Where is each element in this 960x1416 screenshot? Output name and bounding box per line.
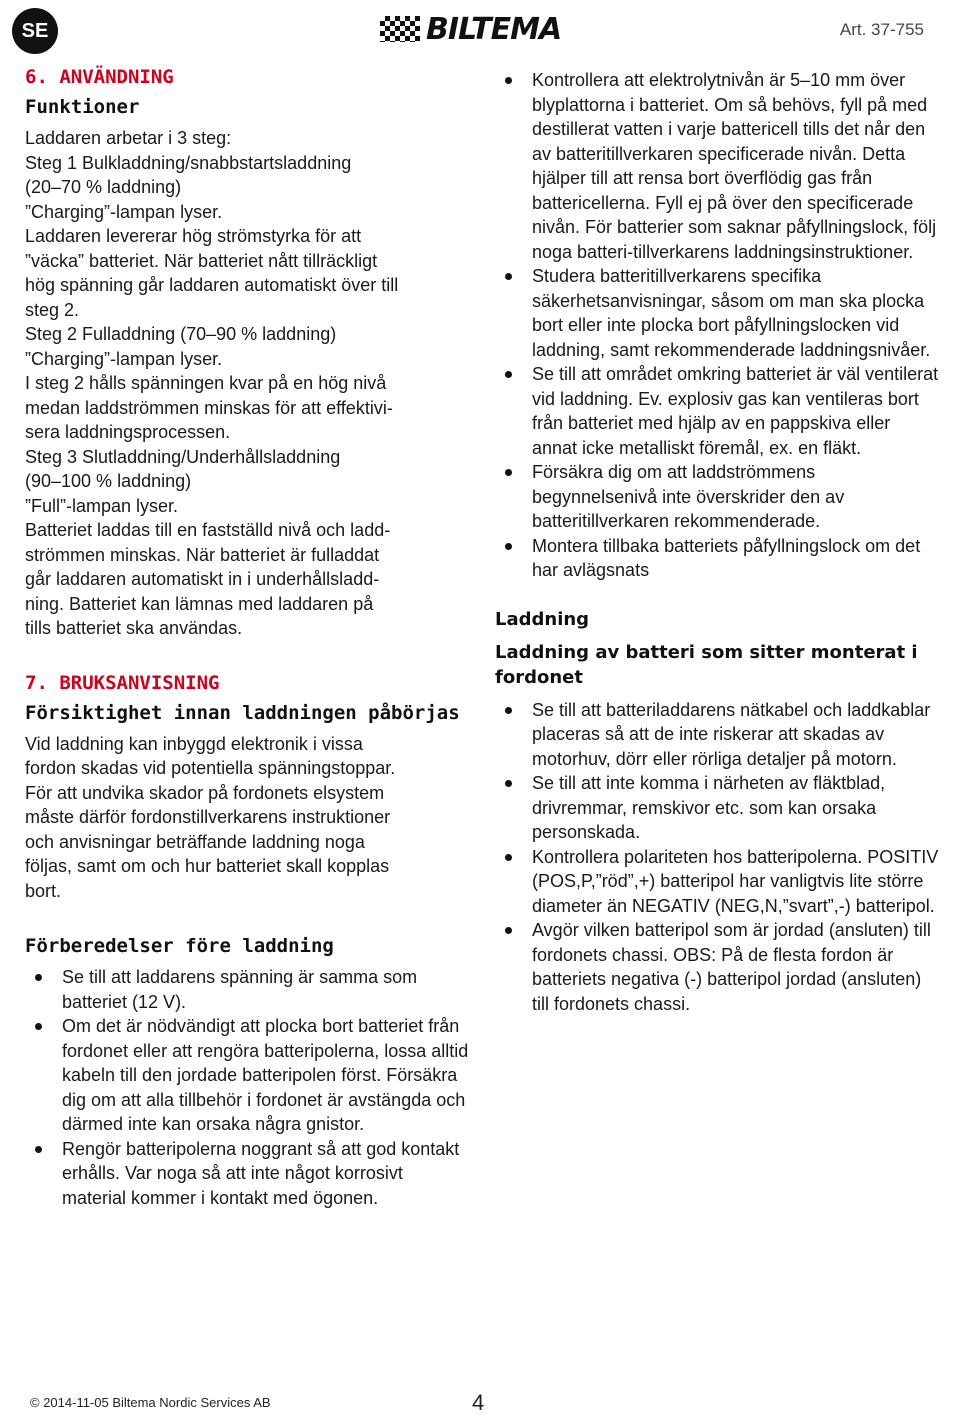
list-item: Se till att batteriladdarens nätkabel och laddkablar placeras så att de inte riskerar att skadas av motorhuv, dörr eller rörliga detaljer på motorn. bbox=[495, 698, 940, 772]
text-line: Batteriet laddas till en fastställd nivå och ladd- bbox=[25, 520, 391, 540]
list-item: Se till att laddarens spänning är samma som batteriet (12 V). bbox=[25, 965, 470, 1014]
paragraph-step-2 bbox=[25, 322, 470, 445]
text-line: ”Full”-lampan lyser. bbox=[25, 495, 179, 516]
mounted-battery-list bbox=[495, 698, 940, 1017]
list-item: Se till att området omkring batteriet är väl ventilerat vid laddning. Ev. explosiv gas kan ventileras bort från batteriet med hjälp av en pappskiva eller annat icke metalliskt föremål, ex. en fläkt. bbox=[495, 362, 940, 460]
page-number: 4 bbox=[472, 1390, 485, 1415]
text-line: Steg 2 Fulladdning (70–90 % laddning) bbox=[25, 324, 337, 344]
text-line: Steg 1 Bulkladdning/snabbstartsladdning bbox=[25, 152, 352, 173]
text-line: Vid laddning kan inbyggd elektronik i vissa bbox=[25, 733, 363, 754]
list-item: Kontrollera att elektrolytnivån är 5–10 mm över blyplattorna i batteriet. Om så behövs, fyll på med destillerat vatten i varje battericell tills det når den av batteritillverkaren specificerade nivån. Detta hjälper till att rensa bort överflödig gas från battericellerna. Fyll ej på över den specificerade nivån. För batterier som saknar påfyllningslock, följ noga batteri-tillverkarens laddningsinstruktioner. bbox=[495, 68, 940, 264]
text-line: ”Charging”-lampan lyser. bbox=[25, 201, 223, 222]
funktioner-heading: Funktioner bbox=[25, 96, 140, 118]
language-badge: SE bbox=[12, 8, 58, 54]
text-line: medan laddströmmen minskas för att effektivi- bbox=[25, 397, 393, 418]
list-item: Se till att inte komma i närheten av fläktblad, drivremmar, remskivor etc. som kan orsaka personskada. bbox=[495, 771, 940, 845]
precaution-heading: Försiktighet innan laddningen påbörjas bbox=[25, 701, 460, 724]
page-header bbox=[0, 0, 960, 62]
preparation-list bbox=[25, 965, 470, 1210]
mounted-battery-heading: Laddning av batteri som sitter monterat i fordonet bbox=[495, 641, 918, 688]
paragraph-precaution bbox=[25, 732, 470, 904]
section-6-title: 6. ANVÄNDNING bbox=[25, 66, 174, 88]
text-line: (20–70 % laddning) bbox=[25, 177, 182, 197]
laddning-heading: Laddning bbox=[495, 608, 590, 630]
list-item: Avgör vilken batteripol som är jordad (ansluten) till fordonets chassi. OBS: På de flesta fordon är batteriets negativa (-) batteripol jordad (ansluten) till fordonets chassi. bbox=[495, 918, 940, 1016]
biltema-logo bbox=[380, 11, 562, 47]
brand-name: BILTEMA bbox=[426, 11, 562, 47]
preparation-heading: Förberedelser före laddning bbox=[25, 935, 334, 957]
text-line: följas, samt om och hur batteriet skall kopplas bbox=[25, 856, 390, 876]
electrolyte-list bbox=[495, 68, 940, 583]
text-line: Steg 3 Slutladdning/Underhållsladdning bbox=[25, 446, 341, 467]
text-line: ”Charging”-lampan lyser. bbox=[25, 348, 223, 369]
list-item: Rengör batteripolerna noggrant så att god kontakt erhålls. Var noga så att inte något korrosivt material kommer i kontakt med ögonen. bbox=[25, 1137, 470, 1211]
text-line: Laddaren levererar hög strömstyrka för att bbox=[25, 226, 362, 246]
text-line: bort. bbox=[25, 880, 62, 901]
list-item: Kontrollera polariteten hos batteripolerna. POSITIV (POS,P,”röd”,+) batteripol har vanligtvis lite större diameter än NEGATIV (NEG,N,”svart”,-) batteripol. bbox=[495, 845, 940, 919]
section-7-title: 7. BRUKSANVISNING bbox=[25, 671, 220, 694]
text-line: Laddaren arbetar i 3 steg: bbox=[25, 128, 232, 148]
text-line: steg 2. bbox=[25, 299, 80, 320]
text-line: sera laddningsprocessen. bbox=[25, 422, 231, 442]
text-line: hög spänning går laddaren automatiskt över till bbox=[25, 275, 399, 295]
text-line: går laddaren automatiskt in i underhållsladd- bbox=[25, 569, 380, 589]
text-line: tills batteriet ska användas. bbox=[25, 618, 243, 638]
paragraph-step-3 bbox=[25, 445, 470, 641]
list-item: Montera tillbaka batteriets påfyllningslock om det har avlägsnats bbox=[495, 534, 940, 583]
right-column bbox=[495, 66, 940, 1016]
left-column bbox=[25, 66, 470, 1210]
checkered-flag-icon bbox=[380, 16, 420, 42]
text-line: måste därför fordonstillverkarens instruktioner bbox=[25, 807, 391, 827]
text-line: ning. Batteriet kan lämnas med laddaren på bbox=[25, 593, 374, 614]
text-line: I steg 2 hålls spänningen kvar på en hög nivå bbox=[25, 373, 387, 393]
article-number: Art. 37-755 bbox=[839, 20, 924, 39]
paragraph-steps-intro bbox=[25, 126, 470, 322]
text-line: För att undvika skador på fordonets elsystem bbox=[25, 782, 385, 803]
list-item: Försäkra dig om att laddströmmens begynnelsenivå inte överskrider den av batteritillverkaren rekommenderade. bbox=[495, 460, 940, 534]
copyright-notice: © 2014-11-05 Biltema Nordic Services AB bbox=[30, 1395, 271, 1410]
text-line: strömmen minskas. När batteriet är fulladdat bbox=[25, 544, 380, 565]
text-line: och anvisningar beträffande laddning noga bbox=[25, 831, 365, 852]
list-item: Studera batteritillverkarens specifika säkerhetsanvisningar, såsom om man ska plocka bort eller inte plocka bort påfyllningslocken vid laddning, samt rekommenderade laddningsnivåer. bbox=[495, 264, 940, 362]
text-line: fordon skadas vid potentiella spänningstoppar. bbox=[25, 758, 396, 778]
text-line: ”väcka” batteriet. När batteriet nått tillräckligt bbox=[25, 250, 378, 271]
text-line: (90–100 % laddning) bbox=[25, 471, 192, 491]
list-item: Om det är nödvändigt att plocka bort batteriet från fordonet eller att rengöra batteripolerna, lossa alltid kabeln till den jordade batteripolen först. Försäkra dig om att alla tillbehör i fordonet är avstängda och därmed inte kan orsaka några gnistor. bbox=[25, 1014, 470, 1137]
